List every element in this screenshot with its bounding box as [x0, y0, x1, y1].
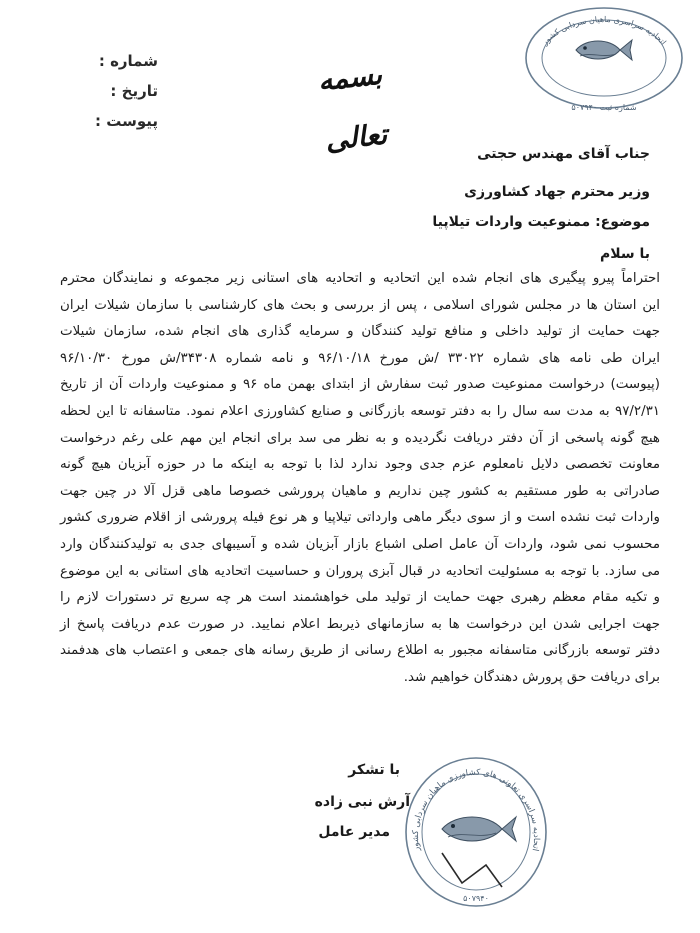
- body-line: واردات ثبت نشده است و از سوی دیگر ماهی وارداتی تیلاپیا و هر نوع فیله پرورشی از اقلام ضروری کشور: [60, 510, 660, 526]
- seal-top-graphic: [518, 6, 690, 118]
- seal-bottom-number: ۵۰۷۹۴۰: [463, 894, 489, 903]
- body-line: و تکیه مقام معظم رهبری جهت حمایت از تولید ملی خواهشمند است هر چه سریع تر دستورات لازم را: [60, 590, 660, 606]
- seal-bottom: [402, 753, 550, 911]
- seal-top-number: شماره ثبت ۵۰۷۹۴۰: [571, 103, 637, 112]
- subject-line: موضوع: ممنوعیت واردات تیلاپیا: [432, 214, 650, 230]
- fish-icon: [576, 40, 632, 60]
- body-line: این استان ها در مجلس شورای اسلامی ، پس از بررسی و بحث های کارشناسی با سازمان شیلات ایران: [60, 297, 660, 313]
- body-line: دفتر توسعه بازرگانی متاسفانه مجبور به اطلاع رسانی از طریق رسانه های جمعی و اعتصاب های هدفمند: [60, 643, 660, 659]
- signature-name: آرش نبی زاده: [314, 794, 410, 810]
- signature-scribble: [442, 853, 502, 887]
- body-line: هیچ گونه پاسخی از آن دفتر دریافت نگردیده و به نظر می سد برای انجام این مهم علی رغم درخواست: [60, 430, 660, 446]
- seal-bottom-graphic: [402, 753, 550, 911]
- letter-body: [60, 266, 660, 692]
- number-label: شماره :: [98, 52, 158, 70]
- signature-title: مدیر عامل: [318, 824, 390, 840]
- date-label: تاریخ :: [110, 82, 158, 100]
- body-line: (پیوست) درخواست ممنوعیت صدور ثبت سفارش از ابتدای بهمن ماه ۹۶ و ممنوعیت واردات آن از تاریخ: [60, 377, 660, 393]
- body-line: ۹۷/۲/۳۱ به مدت سه سال را به دفتر توسعه بازرگانی و صنایع کشاورزی اعلام نمود. متاسفانه تا این لحظه: [60, 403, 660, 419]
- recipient-title: وزیر محترم جهاد کشاورزی: [464, 184, 650, 200]
- body-line: معاونت تخصصی دلایل نامعلوم عزم جدی وجود ندارد لذا با توجه به اینکه ما در حوزه آبزیان هیچ گونه: [60, 457, 660, 473]
- body-line: برای دریافت حق پرورش دهندگان خواهیم شد.: [403, 669, 660, 685]
- body-line: صادراتی به طور مستقیم به کشور چین نداریم و ماهیان پرورشی خصوصا ماهی قزل آلا در چین جهت: [60, 483, 660, 499]
- signature-thanks: با تشکر: [348, 762, 400, 778]
- basmala: بسمه تعالی: [316, 57, 389, 157]
- body-line: ایران طی نامه های شماره ۳۳۰۲۲ /ش مورخ ۹۶/۱۰/۱۸ و نامه شماره ۳۴۳۰۸/ش مورخ ۹۶/۱۰/۳۰: [60, 350, 660, 366]
- seal-bottom-ring-text: اتحادیه سراسری تعاونی های کشاورزی ماهیان سردابی کشور: [410, 767, 542, 852]
- recipient-name: جناب آقای مهندس حجتی: [477, 146, 650, 162]
- seal-top-ring-text: اتحادیه سراسری ماهیان سردابی کشور: [540, 14, 668, 47]
- fish-icon: [442, 817, 516, 841]
- body-line: محسوب نمی شود، واردات آن عامل اصلی اشباع بازار آبزیان شده و آسیبهای جدی به تولیدکنندگان وارد: [60, 536, 660, 552]
- attachment-label: پیوست :: [94, 112, 158, 130]
- body-line: احتراماً پیرو پیگیری های انجام شده این اتحادیه و اتحادیه های استانی زیر مجموعه و نمایندگان محترم: [60, 271, 660, 286]
- body-line: می سازد. با توجه به مسئولیت اتحادیه در قبال آبزی پروران و حساسیت اتحادیه های استانی به این موضوع: [60, 563, 660, 579]
- body-line: جهت اجرایی شدن این درخواست ها به سازمانهای ذیربط اعلام نمایید. در صورت عدم دریافت پاسخ از: [60, 616, 660, 632]
- body-line: جهت حمایت از تولید داخلی و منافع تولید کنندگان و سرمایه گذاری های انجام شده، سازمان شیلات: [60, 324, 660, 340]
- seal-top: [518, 6, 690, 118]
- greeting: با سلام: [599, 246, 650, 262]
